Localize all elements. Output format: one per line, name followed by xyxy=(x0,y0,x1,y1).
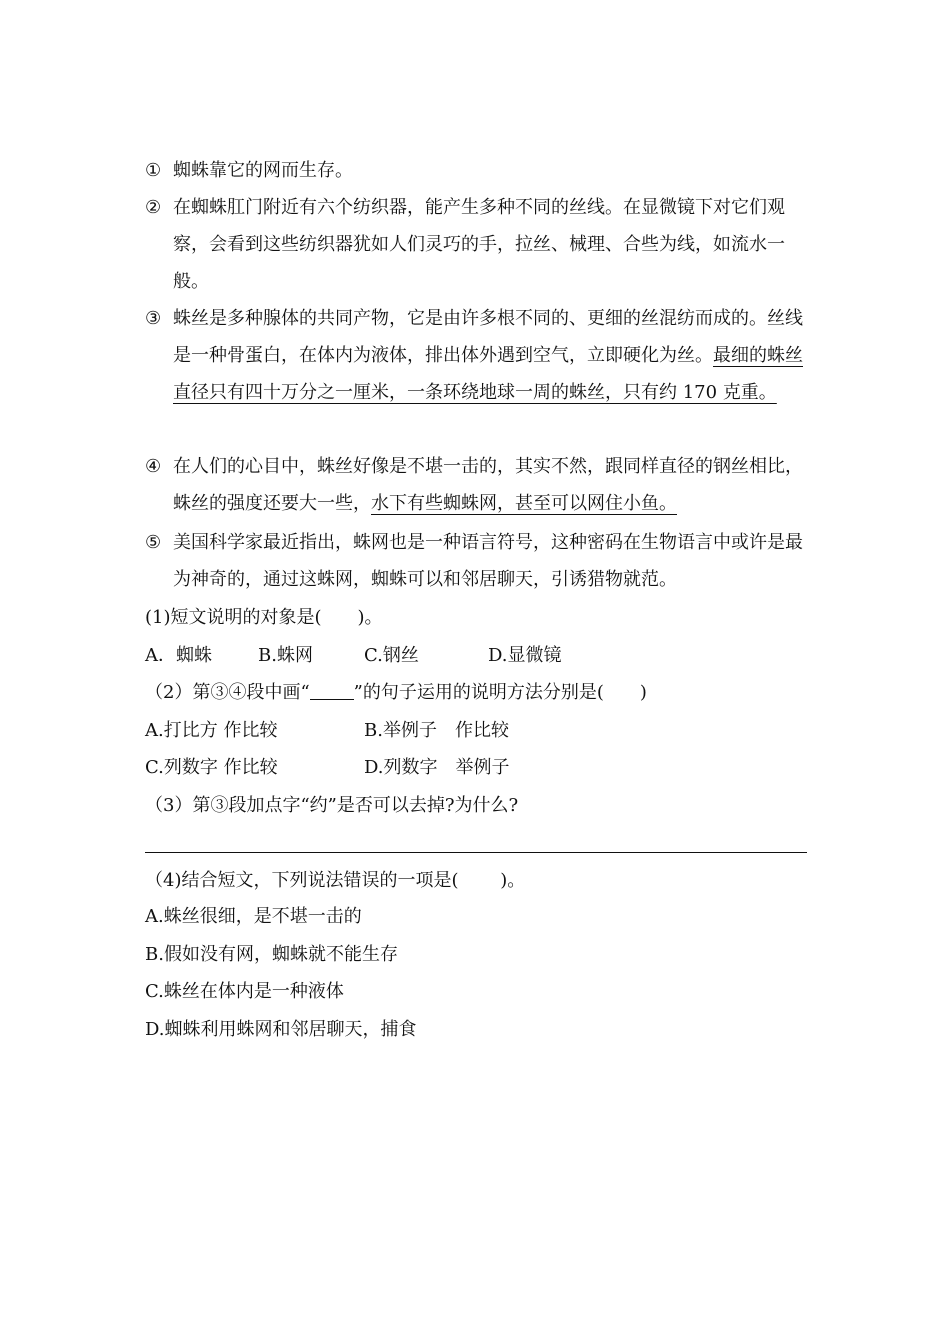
paragraph-text xyxy=(173,300,810,411)
question-4-stem: （4)结合短文，下列说法错误的一项是( )。 xyxy=(145,870,526,891)
paragraph-text: 美国科学家最近指出，蛛网也是一种语言符号，这种密码在生物语言中或许是最为神奇的，通过这蛛网，蜘蛛可以和邻居聊天，引诱猎物就范。 xyxy=(173,532,803,590)
underlined-sentence: 最细的蛛丝直径只有四十万分之一厘米，一条环绕地球一周的蛛丝，只有约 170 克重。 xyxy=(173,345,803,403)
question-4-option-a[interactable]: A.蛛丝很细，是不堪一击的 xyxy=(145,906,362,927)
answer-line[interactable] xyxy=(145,852,807,853)
paragraph-text xyxy=(173,448,810,522)
question-2-option-c[interactable]: C.列数字 作比较 xyxy=(145,757,278,778)
paragraph-number: ④ xyxy=(145,456,162,477)
question-2-stem xyxy=(145,678,647,708)
underlined-sentence: 水下有些蜘蛛网，甚至可以网住小鱼。 xyxy=(371,493,677,514)
paragraph-text-plain: 蛛丝是多种腺体的共同产物，它是由许多根不同的、更细的丝混纺而成的。丝线是一种骨蛋白，在体内为液体，排出体外遇到空气，立即硬化为丝。 xyxy=(173,308,803,366)
question-1-option-d[interactable]: D.显微镜 xyxy=(488,645,562,666)
question-2-stem-start: （2）第③④段中画“ xyxy=(145,682,310,703)
question-3-stem: （3）第③段加点字“约”是否可以去掉?为什么? xyxy=(145,795,519,816)
paragraph-number: ③ xyxy=(145,308,162,329)
question-2-option-d[interactable]: D.列数字 举例子 xyxy=(364,757,510,778)
paragraph-number: ② xyxy=(145,197,162,218)
question-2-stem-end: ”的句子运用的说明方法分别是( ) xyxy=(353,682,647,703)
question-1-option-a[interactable]: A．蜘蛛 xyxy=(145,645,212,666)
paragraph-text: 蜘蛛靠它的网而生存。 xyxy=(173,160,353,181)
paragraph-text-plain: 在人们的心目中，蛛丝好像是不堪一击的，其实不然，跟同样直径的钢丝相比，蛛丝的强度还要大一些， xyxy=(173,456,803,514)
question-2-option-b[interactable]: B.举例子 作比较 xyxy=(364,720,509,741)
question-4-option-b[interactable]: B.假如没有网，蜘蛛就不能生存 xyxy=(145,944,398,965)
question-1-stem: (1)短文说明的对象是( )。 xyxy=(145,607,383,628)
question-4-option-d[interactable]: D.蜘蛛利用蛛网和邻居聊天，捕食 xyxy=(145,1019,417,1040)
question-4-option-c[interactable]: C.蛛丝在体内是一种液体 xyxy=(145,981,344,1002)
question-1-option-b[interactable]: B.蛛网 xyxy=(258,645,313,666)
question-1-option-c[interactable]: C.钢丝 xyxy=(364,645,419,666)
paragraph-text: 在蜘蛛肛门附近有六个纺织器，能产生多种不同的丝线。在显微镜下对它们观察，会看到这些纺织器犹如人们灵巧的手，拉丝、械理、合些为线，如流水一般。 xyxy=(173,197,785,292)
paragraph-number: ① xyxy=(145,160,162,181)
underline-marker xyxy=(310,681,354,700)
question-2-option-a[interactable]: A.打比方 作比较 xyxy=(145,720,278,741)
paragraph-number: ⑤ xyxy=(145,532,162,553)
